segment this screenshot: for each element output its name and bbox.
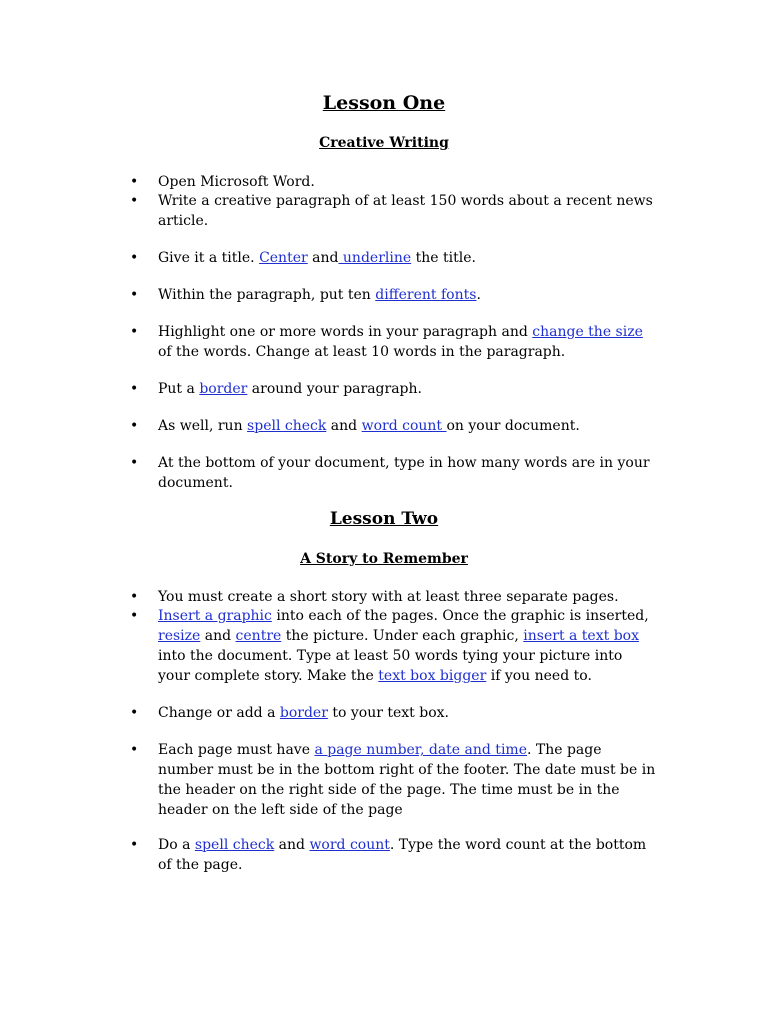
text-segment: around your paragraph. [247, 381, 422, 397]
border-link[interactable]: border [199, 381, 248, 397]
text-segment: Change or add a [158, 705, 280, 721]
text-segment: . The page number must be in the bottom right of the footer. The date must be in the header on the right side of the page. The time must be in the header on the left side of the page [158, 742, 656, 818]
text-segment: and [200, 628, 236, 644]
bullet-marker: • [130, 837, 139, 853]
list-item-text: Write a creative paragraph of at least 150 words about a recent news article. [158, 193, 653, 229]
text-segment: Highlight one or more words in your paragraph and [158, 324, 533, 340]
text-segment: and [307, 250, 339, 266]
list-item-text [158, 379, 658, 399]
page-number-date-time-link[interactable]: a page number, date and time [314, 742, 527, 758]
list-item-text [158, 322, 658, 362]
text-segment: Do a [158, 837, 195, 853]
underline-link[interactable]: underline [338, 250, 412, 266]
bullet-marker: • [130, 250, 139, 266]
text-segment: to your text box. [327, 705, 449, 721]
text-segment: if you need to. [486, 668, 592, 684]
list-item-text [158, 835, 658, 875]
text-segment: Give it a title. [158, 250, 260, 266]
text-segment: Put a [158, 381, 200, 397]
lesson-one-title: Lesson One [322, 92, 446, 114]
lesson-two-title: Lesson Two [329, 509, 439, 529]
different-fonts-link[interactable]: different fonts [375, 287, 477, 303]
list-item-text: At the bottom of your document, type in how many words are in your document. [158, 455, 650, 491]
resize-link[interactable]: resize [158, 628, 201, 644]
bullet-marker: • [130, 418, 139, 434]
text-segment: on your document. [446, 418, 580, 434]
bullet-marker: • [130, 381, 139, 397]
text-segment: and [274, 837, 310, 853]
bullet-marker: • [130, 287, 139, 303]
border-link[interactable]: border [279, 705, 328, 721]
bullet-marker: • [130, 193, 139, 209]
text-segment: Within the paragraph, put ten [158, 287, 376, 303]
text-segment: the picture. Under each graphic, [281, 628, 524, 644]
change-the-size-link[interactable]: change the size [532, 324, 643, 340]
list-item-text [158, 703, 658, 723]
text-segment: the title. [411, 250, 476, 266]
list-item-text [158, 606, 658, 686]
bullet-marker: • [130, 608, 139, 624]
text-segment: and [326, 418, 362, 434]
word-count-link[interactable]: word count [361, 418, 447, 434]
insert-a-text-box-link[interactable]: insert a text box [523, 628, 639, 644]
bullet-marker: • [130, 705, 139, 721]
spell-check-link[interactable]: spell check [194, 837, 275, 853]
spell-check-link[interactable]: spell check [247, 418, 327, 434]
lesson-two-subtitle: A Story to Remember [300, 551, 468, 567]
list-item-text [158, 285, 658, 305]
text-segment: . [476, 287, 481, 303]
center-link[interactable]: Center [259, 250, 308, 266]
word-count-link[interactable]: word count [309, 837, 390, 853]
bullet-marker: • [130, 455, 139, 471]
list-item-text: You must create a short story with at least three separate pages. [158, 589, 619, 605]
text-segment: . Type the word count at the bottom of the page. [158, 837, 647, 873]
list-item-text [158, 740, 658, 820]
bullet-marker: • [130, 589, 139, 605]
bullet-marker: • [130, 742, 139, 758]
bullet-marker: • [130, 324, 139, 340]
insert-a-graphic-link[interactable]: Insert a graphic [158, 608, 272, 624]
text-segment: into each of the pages. Once the graphic is inserted, [271, 608, 649, 624]
list-item-text [158, 416, 658, 436]
text-segment: of the words. Change at least 10 words in the paragraph. [158, 344, 566, 360]
text-segment: Each page must have [158, 742, 315, 758]
bullet-marker: • [130, 174, 139, 190]
text-segment: As well, run [158, 418, 248, 434]
lesson-one-subtitle: Creative Writing [319, 135, 449, 151]
text-segment: into the document. Type at least 50 words tying your picture into your complete story. Make the [158, 648, 623, 684]
centre-link[interactable]: centre [235, 628, 282, 644]
text-box-bigger-link[interactable]: text box bigger [378, 668, 487, 684]
list-item-text: Open Microsoft Word. [158, 174, 315, 190]
list-item-text [158, 248, 658, 268]
